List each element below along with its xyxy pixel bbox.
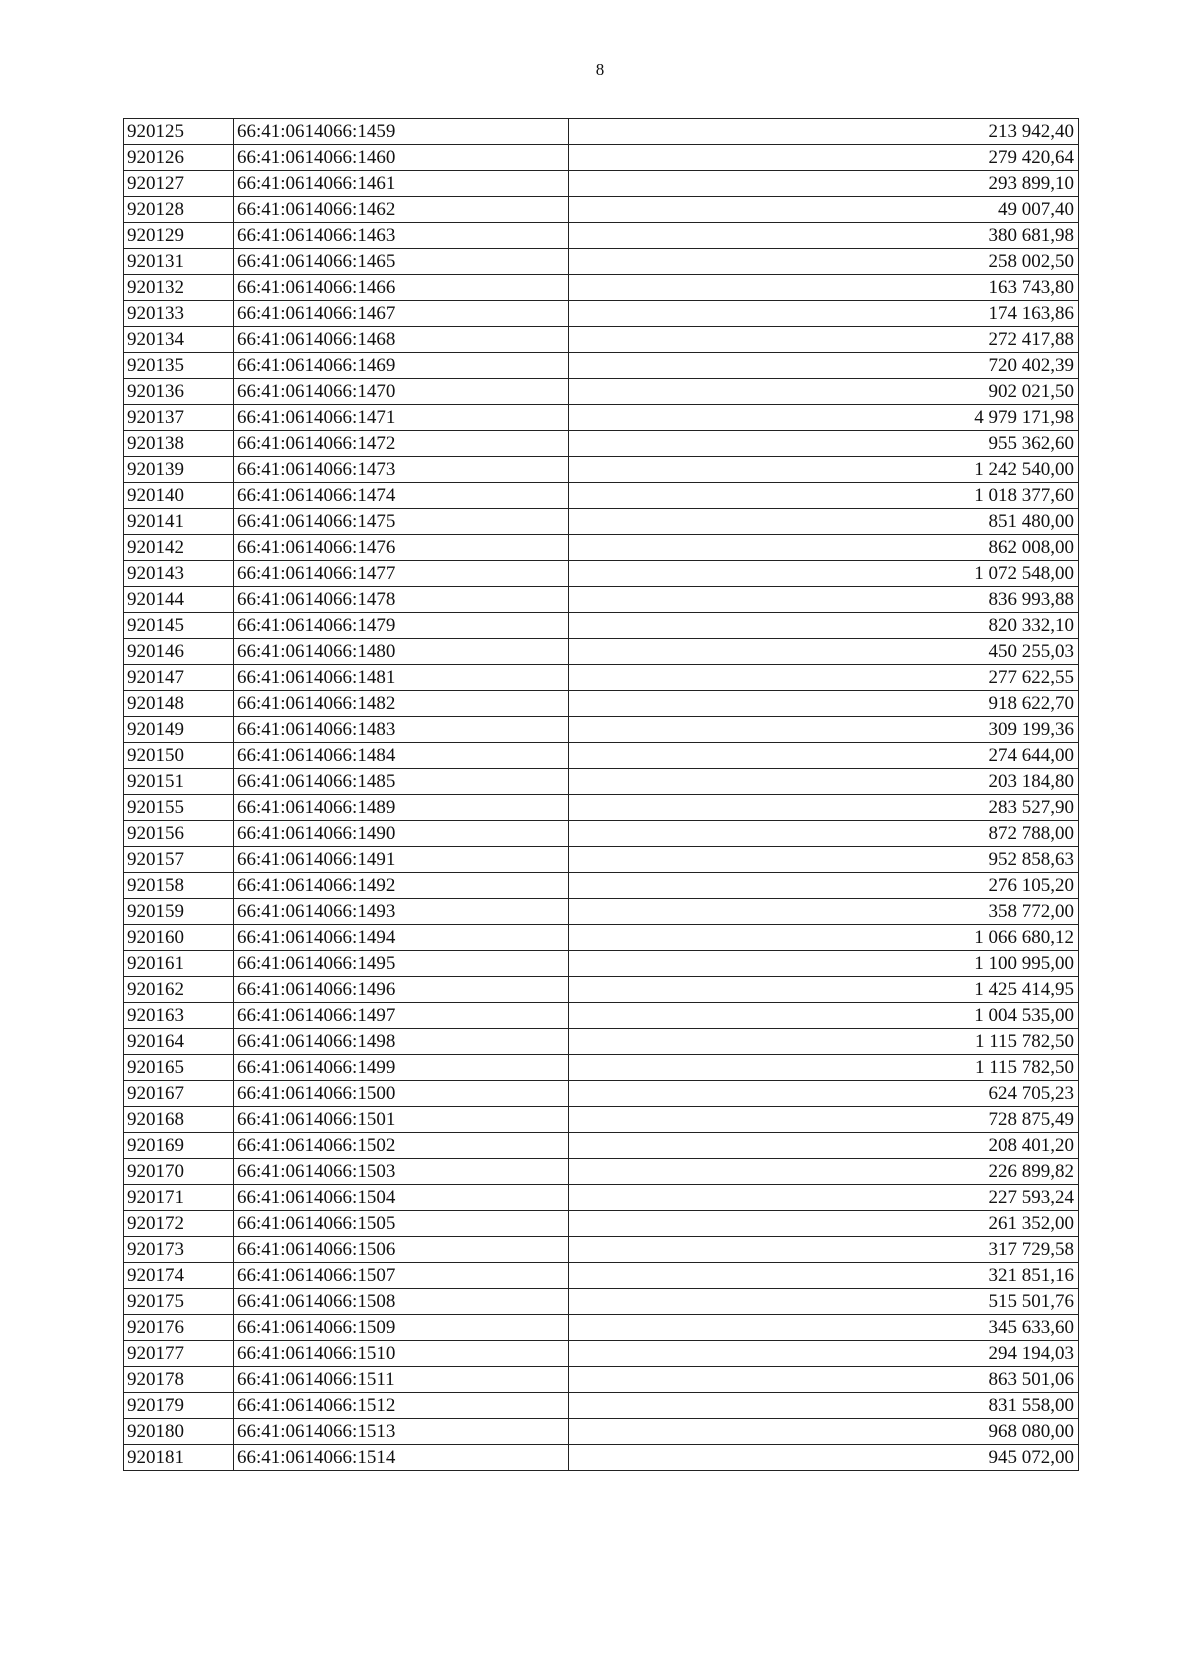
- table-row: [124, 1341, 1079, 1367]
- row-number-cell: 920180: [124, 1419, 234, 1445]
- table-row: [124, 1081, 1079, 1107]
- value-cell: 227 593,24: [569, 1185, 1079, 1211]
- value-cell: 1 115 782,50: [569, 1055, 1079, 1081]
- table-row: [124, 743, 1079, 769]
- table-row: [124, 1029, 1079, 1055]
- cadastral-number-cell: 66:41:0614066:1469: [234, 353, 569, 379]
- value-cell: 293 899,10: [569, 171, 1079, 197]
- cadastral-number-cell: 66:41:0614066:1505: [234, 1211, 569, 1237]
- value-cell: 1 100 995,00: [569, 951, 1079, 977]
- cadastral-number-cell: 66:41:0614066:1482: [234, 691, 569, 717]
- cadastral-number-cell: 66:41:0614066:1500: [234, 1081, 569, 1107]
- table-body: [124, 119, 1079, 1471]
- table-row: [124, 171, 1079, 197]
- value-cell: 1 242 540,00: [569, 457, 1079, 483]
- table-row: [124, 1185, 1079, 1211]
- value-cell: 276 105,20: [569, 873, 1079, 899]
- value-cell: 902 021,50: [569, 379, 1079, 405]
- table-row: [124, 1445, 1079, 1471]
- value-cell: 1 066 680,12: [569, 925, 1079, 951]
- cadastral-number-cell: 66:41:0614066:1474: [234, 483, 569, 509]
- row-number-cell: 920162: [124, 977, 234, 1003]
- cadastral-number-cell: 66:41:0614066:1494: [234, 925, 569, 951]
- row-number-cell: 920171: [124, 1185, 234, 1211]
- value-cell: 862 008,00: [569, 535, 1079, 561]
- row-number-cell: 920136: [124, 379, 234, 405]
- row-number-cell: 920168: [124, 1107, 234, 1133]
- value-cell: 1 115 782,50: [569, 1029, 1079, 1055]
- cadastral-number-cell: 66:41:0614066:1462: [234, 197, 569, 223]
- value-cell: 450 255,03: [569, 639, 1079, 665]
- row-number-cell: 920170: [124, 1159, 234, 1185]
- cadastral-number-cell: 66:41:0614066:1495: [234, 951, 569, 977]
- value-cell: 272 417,88: [569, 327, 1079, 353]
- table-row: [124, 821, 1079, 847]
- table-row: [124, 509, 1079, 535]
- cadastral-number-cell: 66:41:0614066:1491: [234, 847, 569, 873]
- value-cell: 274 644,00: [569, 743, 1079, 769]
- table-row: [124, 561, 1079, 587]
- table-row: [124, 535, 1079, 561]
- cadastral-number-cell: 66:41:0614066:1497: [234, 1003, 569, 1029]
- row-number-cell: 920176: [124, 1315, 234, 1341]
- cadastral-number-cell: 66:41:0614066:1503: [234, 1159, 569, 1185]
- cadastral-number-cell: 66:41:0614066:1473: [234, 457, 569, 483]
- table-row: [124, 1393, 1079, 1419]
- table-row: [124, 353, 1079, 379]
- row-number-cell: 920175: [124, 1289, 234, 1315]
- table-row: [124, 327, 1079, 353]
- row-number-cell: 920156: [124, 821, 234, 847]
- table-row: [124, 873, 1079, 899]
- cadastral-number-cell: 66:41:0614066:1504: [234, 1185, 569, 1211]
- cadastral-number-cell: 66:41:0614066:1513: [234, 1419, 569, 1445]
- table-row: [124, 301, 1079, 327]
- value-cell: 294 194,03: [569, 1341, 1079, 1367]
- row-number-cell: 920160: [124, 925, 234, 951]
- value-cell: 836 993,88: [569, 587, 1079, 613]
- value-cell: 203 184,80: [569, 769, 1079, 795]
- table-row: [124, 769, 1079, 795]
- value-cell: 208 401,20: [569, 1133, 1079, 1159]
- value-cell: 283 527,90: [569, 795, 1079, 821]
- row-number-cell: 920145: [124, 613, 234, 639]
- cadastral-number-cell: 66:41:0614066:1501: [234, 1107, 569, 1133]
- row-number-cell: 920148: [124, 691, 234, 717]
- cadastral-number-cell: 66:41:0614066:1502: [234, 1133, 569, 1159]
- cadastral-number-cell: 66:41:0614066:1508: [234, 1289, 569, 1315]
- row-number-cell: 920165: [124, 1055, 234, 1081]
- table-row: [124, 639, 1079, 665]
- row-number-cell: 920169: [124, 1133, 234, 1159]
- row-number-cell: 920128: [124, 197, 234, 223]
- row-number-cell: 920131: [124, 249, 234, 275]
- row-number-cell: 920151: [124, 769, 234, 795]
- table-row: [124, 1367, 1079, 1393]
- cadastral-number-cell: 66:41:0614066:1476: [234, 535, 569, 561]
- row-number-cell: 920181: [124, 1445, 234, 1471]
- value-cell: 309 199,36: [569, 717, 1079, 743]
- value-cell: 1 425 414,95: [569, 977, 1079, 1003]
- table-row: [124, 1211, 1079, 1237]
- value-cell: 163 743,80: [569, 275, 1079, 301]
- table-row: [124, 249, 1079, 275]
- cadastral-number-cell: 66:41:0614066:1484: [234, 743, 569, 769]
- row-number-cell: 920149: [124, 717, 234, 743]
- value-cell: 1 072 548,00: [569, 561, 1079, 587]
- row-number-cell: 920129: [124, 223, 234, 249]
- row-number-cell: 920125: [124, 119, 234, 145]
- cadastral-number-cell: 66:41:0614066:1492: [234, 873, 569, 899]
- cadastral-number-cell: 66:41:0614066:1514: [234, 1445, 569, 1471]
- cadastral-number-cell: 66:41:0614066:1466: [234, 275, 569, 301]
- table-row: [124, 951, 1079, 977]
- row-number-cell: 920139: [124, 457, 234, 483]
- row-number-cell: 920158: [124, 873, 234, 899]
- cadastral-number-cell: 66:41:0614066:1510: [234, 1341, 569, 1367]
- value-cell: 213 942,40: [569, 119, 1079, 145]
- row-number-cell: 920178: [124, 1367, 234, 1393]
- table-row: [124, 1133, 1079, 1159]
- row-number-cell: 920137: [124, 405, 234, 431]
- table-row: [124, 1289, 1079, 1315]
- table-row: [124, 977, 1079, 1003]
- cadastral-number-cell: 66:41:0614066:1498: [234, 1029, 569, 1055]
- cadastral-number-cell: 66:41:0614066:1507: [234, 1263, 569, 1289]
- row-number-cell: 920172: [124, 1211, 234, 1237]
- cadastral-number-cell: 66:41:0614066:1472: [234, 431, 569, 457]
- row-number-cell: 920173: [124, 1237, 234, 1263]
- row-number-cell: 920132: [124, 275, 234, 301]
- table-row: [124, 665, 1079, 691]
- row-number-cell: 920177: [124, 1341, 234, 1367]
- value-cell: 174 163,86: [569, 301, 1079, 327]
- cadastral-number-cell: 66:41:0614066:1481: [234, 665, 569, 691]
- row-number-cell: 920147: [124, 665, 234, 691]
- cadastral-number-cell: 66:41:0614066:1470: [234, 379, 569, 405]
- table-row: [124, 847, 1079, 873]
- value-cell: 918 622,70: [569, 691, 1079, 717]
- row-number-cell: 920144: [124, 587, 234, 613]
- cadastral-number-cell: 66:41:0614066:1475: [234, 509, 569, 535]
- row-number-cell: 920135: [124, 353, 234, 379]
- value-cell: 258 002,50: [569, 249, 1079, 275]
- cadastral-number-cell: 66:41:0614066:1468: [234, 327, 569, 353]
- table-row: [124, 1263, 1079, 1289]
- row-number-cell: 920174: [124, 1263, 234, 1289]
- value-cell: 345 633,60: [569, 1315, 1079, 1341]
- cadastral-number-cell: 66:41:0614066:1463: [234, 223, 569, 249]
- cadastral-number-cell: 66:41:0614066:1489: [234, 795, 569, 821]
- row-number-cell: 920164: [124, 1029, 234, 1055]
- cadastral-number-cell: 66:41:0614066:1506: [234, 1237, 569, 1263]
- table-row: [124, 119, 1079, 145]
- table-row: [124, 197, 1079, 223]
- value-cell: 955 362,60: [569, 431, 1079, 457]
- row-number-cell: 920155: [124, 795, 234, 821]
- value-cell: 1 004 535,00: [569, 1003, 1079, 1029]
- value-cell: 968 080,00: [569, 1419, 1079, 1445]
- cadastral-number-cell: 66:41:0614066:1478: [234, 587, 569, 613]
- value-cell: 728 875,49: [569, 1107, 1079, 1133]
- table-row: [124, 275, 1079, 301]
- value-cell: 720 402,39: [569, 353, 1079, 379]
- cadastral-number-cell: 66:41:0614066:1496: [234, 977, 569, 1003]
- row-number-cell: 920150: [124, 743, 234, 769]
- cadastral-number-cell: 66:41:0614066:1459: [234, 119, 569, 145]
- cadastral-number-cell: 66:41:0614066:1480: [234, 639, 569, 665]
- table-row: [124, 1055, 1079, 1081]
- table-row: [124, 717, 1079, 743]
- value-cell: 831 558,00: [569, 1393, 1079, 1419]
- row-number-cell: 920143: [124, 561, 234, 587]
- value-cell: 380 681,98: [569, 223, 1079, 249]
- cadastral-number-cell: 66:41:0614066:1509: [234, 1315, 569, 1341]
- value-cell: 851 480,00: [569, 509, 1079, 535]
- table-row: [124, 587, 1079, 613]
- page-number: 8: [595, 60, 605, 79]
- register-table: [123, 118, 1079, 1471]
- row-number-cell: 920146: [124, 639, 234, 665]
- table-row: [124, 1237, 1079, 1263]
- value-cell: 277 622,55: [569, 665, 1079, 691]
- value-cell: 1 018 377,60: [569, 483, 1079, 509]
- table-row: [124, 379, 1079, 405]
- cadastral-number-cell: 66:41:0614066:1479: [234, 613, 569, 639]
- value-cell: 624 705,23: [569, 1081, 1079, 1107]
- row-number-cell: 920134: [124, 327, 234, 353]
- cadastral-number-cell: 66:41:0614066:1471: [234, 405, 569, 431]
- row-number-cell: 920126: [124, 145, 234, 171]
- cadastral-number-cell: 66:41:0614066:1493: [234, 899, 569, 925]
- row-number-cell: 920127: [124, 171, 234, 197]
- table-row: [124, 925, 1079, 951]
- row-number-cell: 920157: [124, 847, 234, 873]
- table-row: [124, 613, 1079, 639]
- table-row: [124, 1159, 1079, 1185]
- table-row: [124, 431, 1079, 457]
- cadastral-number-cell: 66:41:0614066:1477: [234, 561, 569, 587]
- value-cell: 945 072,00: [569, 1445, 1079, 1471]
- row-number-cell: 920142: [124, 535, 234, 561]
- value-cell: 4 979 171,98: [569, 405, 1079, 431]
- table-row: [124, 1315, 1079, 1341]
- cadastral-number-cell: 66:41:0614066:1460: [234, 145, 569, 171]
- row-number-cell: 920138: [124, 431, 234, 457]
- cadastral-number-cell: 66:41:0614066:1467: [234, 301, 569, 327]
- row-number-cell: 920140: [124, 483, 234, 509]
- table-row: [124, 1419, 1079, 1445]
- table-row: [124, 145, 1079, 171]
- value-cell: 863 501,06: [569, 1367, 1079, 1393]
- value-cell: 820 332,10: [569, 613, 1079, 639]
- row-number-cell: 920133: [124, 301, 234, 327]
- table-row: [124, 1107, 1079, 1133]
- row-number-cell: 920161: [124, 951, 234, 977]
- value-cell: 952 858,63: [569, 847, 1079, 873]
- value-cell: 317 729,58: [569, 1237, 1079, 1263]
- table-row: [124, 899, 1079, 925]
- table-row: [124, 483, 1079, 509]
- cadastral-number-cell: 66:41:0614066:1485: [234, 769, 569, 795]
- row-number-cell: 920167: [124, 1081, 234, 1107]
- row-number-cell: 920179: [124, 1393, 234, 1419]
- cadastral-number-cell: 66:41:0614066:1511: [234, 1367, 569, 1393]
- value-cell: 49 007,40: [569, 197, 1079, 223]
- table-row: [124, 795, 1079, 821]
- cadastral-number-cell: 66:41:0614066:1465: [234, 249, 569, 275]
- value-cell: 226 899,82: [569, 1159, 1079, 1185]
- value-cell: 279 420,64: [569, 145, 1079, 171]
- value-cell: 321 851,16: [569, 1263, 1079, 1289]
- row-number-cell: 920163: [124, 1003, 234, 1029]
- cadastral-number-cell: 66:41:0614066:1499: [234, 1055, 569, 1081]
- table-row: [124, 1003, 1079, 1029]
- table-row: [124, 223, 1079, 249]
- row-number-cell: 920141: [124, 509, 234, 535]
- cadastral-number-cell: 66:41:0614066:1461: [234, 171, 569, 197]
- cadastral-number-cell: 66:41:0614066:1490: [234, 821, 569, 847]
- value-cell: 872 788,00: [569, 821, 1079, 847]
- cadastral-number-cell: 66:41:0614066:1483: [234, 717, 569, 743]
- cadastral-number-cell: 66:41:0614066:1512: [234, 1393, 569, 1419]
- table-row: [124, 457, 1079, 483]
- value-cell: 515 501,76: [569, 1289, 1079, 1315]
- table-row: [124, 405, 1079, 431]
- row-number-cell: 920159: [124, 899, 234, 925]
- table-row: [124, 691, 1079, 717]
- value-cell: 358 772,00: [569, 899, 1079, 925]
- value-cell: 261 352,00: [569, 1211, 1079, 1237]
